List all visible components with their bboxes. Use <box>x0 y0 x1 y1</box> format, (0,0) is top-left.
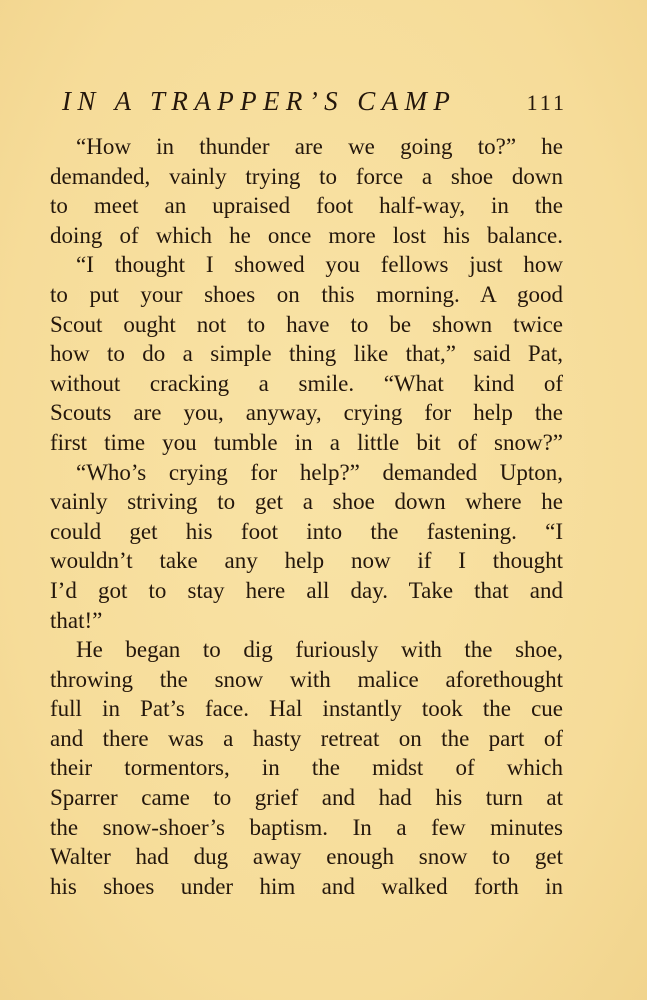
text-line: full in Pat’s face. Hal instantly took the cue <box>50 696 563 722</box>
page-header <box>62 86 567 126</box>
text-line: his shoes under him and walked forth in <box>50 873 563 899</box>
text-line: first time you tumble in a little bit of snow?” <box>50 429 563 455</box>
text-line: to put your shoes on this morning. A good <box>50 281 563 307</box>
body-text <box>50 132 563 901</box>
text-line: “Who’s crying for help?” demanded Upton, <box>76 459 563 485</box>
text-line: wouldn’t take any help now if I thought <box>50 548 563 574</box>
text-line: Walter had dug away enough snow to get <box>50 844 563 870</box>
text-line: without cracking a smile. “What kind of <box>50 370 563 396</box>
text-line: “I thought I showed you fellows just how <box>76 252 563 278</box>
page-number: 111 <box>526 90 567 115</box>
text-line: could get his foot into the fastening. “I <box>50 518 563 544</box>
text-line: doing of which he once more lost his balance. <box>50 222 563 248</box>
text-line: demanded, vainly trying to force a shoe down <box>50 163 563 189</box>
text-line: that!” <box>50 607 103 633</box>
text-line: Scout ought not to have to be shown twice <box>50 311 563 337</box>
text-line: to meet an upraised foot half-way, in the <box>50 193 563 219</box>
text-line: “How in thunder are we going to?” he <box>76 134 563 159</box>
text-line: Sparrer came to grief and had his turn at <box>50 785 563 811</box>
text-line: and there was a hasty retreat on the part of <box>50 725 563 751</box>
text-line: Scouts are you, anyway, crying for help the <box>50 400 563 426</box>
text-line: how to do a simple thing like that,” said Pat, <box>50 341 563 367</box>
text-line: throwing the snow with malice aforethought <box>50 666 563 692</box>
running-title: IN A TRAPPER’S CAMP <box>62 86 457 116</box>
text-line: vainly striving to get a shoe down where he <box>50 489 563 515</box>
text-line: the snow-shoer’s baptism. In a few minutes <box>50 814 563 840</box>
text-line: their tormentors, in the midst of which <box>50 755 563 781</box>
text-line: I’d got to stay here all day. Take that and <box>50 577 563 603</box>
text-line: He began to dig furiously with the shoe, <box>76 637 563 663</box>
